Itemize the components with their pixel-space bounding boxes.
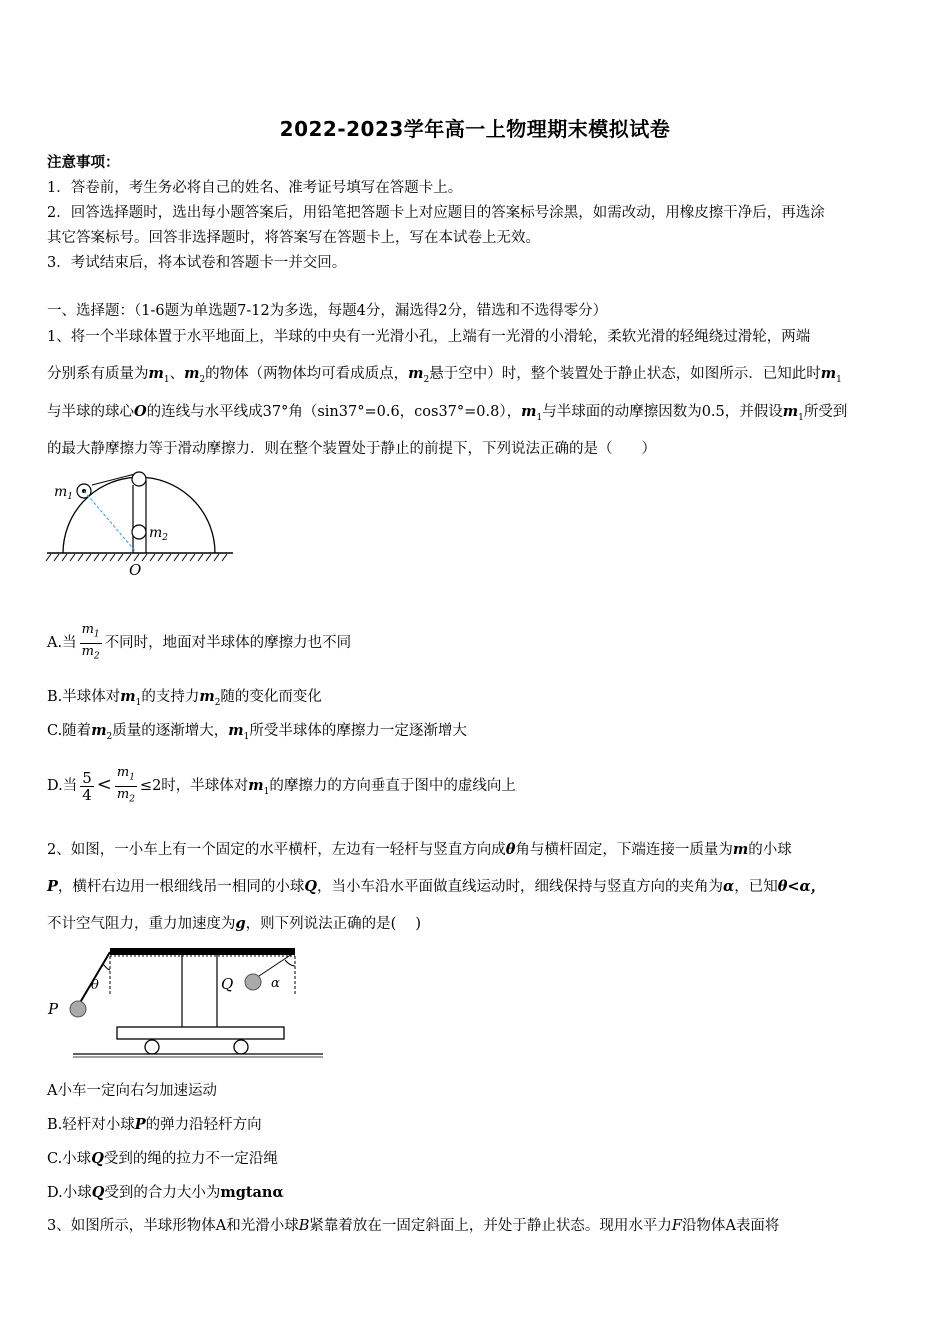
q2-option-d: D.小球Q受到的合力大小为mgtanα bbox=[47, 1184, 284, 1201]
svg-text:m2: $m_2$ bbox=[149, 525, 169, 543]
svg-text:Q: Q bbox=[221, 975, 234, 993]
q1-option-b: B.半球体对$m_1$的支持力$m_2$随的变化而变化 bbox=[47, 688, 322, 708]
q2-figure bbox=[45, 944, 327, 1062]
notice-item: 1．答卷前，考生务必将自己的姓名、准考证号填写在答题卡上。 bbox=[47, 180, 463, 196]
ball-p bbox=[70, 1001, 86, 1017]
q1-stem-line: 分别系有质量为$m_1$、$m_2$的物体（两物体均可看成质点，$m_2$悬于空中）时，整个装置处于静止状态，如图所示．已知此时$m_1$ bbox=[47, 365, 842, 385]
page-title: 2022-2023学年高一上物理期末模拟试卷 bbox=[279, 117, 671, 141]
notice-item: 3．考试结束后，将本试卷和答题卡一并交回。 bbox=[47, 255, 347, 271]
q3-stem-line: 3、如图所示，半球形物体A和光滑小球B紧靠着放在一固定斜面上，并处于静止状态。现用水平力F沿物体A表面将 bbox=[47, 1218, 780, 1234]
svg-text:m1: $m_1$ bbox=[54, 484, 74, 502]
svg-text:θ: θ bbox=[91, 978, 99, 993]
svg-text:P: P bbox=[48, 1000, 59, 1018]
q2-stem-line: 不计空气阻力，重力加速度为g，则下列说法正确的是( ) bbox=[47, 915, 422, 932]
mass-m2 bbox=[132, 525, 146, 539]
q1-option-a: A.当 $\frac{m_1}{m_2}$ 不同时，地面对半球体的摩擦力也不同 bbox=[47, 622, 352, 662]
q2-stem-line: P，横杆右边用一根细线吊一相同的小球Q，当小车沿水平面做直线运动时，细线保持与竖直方向的夹角为α，已知θ<α， bbox=[47, 878, 826, 895]
svg-text:O: O bbox=[129, 561, 142, 579]
q2-stem-line: 2、如图，一小车上有一个固定的水平横杆，左边有一轻杆与竖直方向成θ角与横杆固定，下端连接一质量为m的小球 bbox=[47, 841, 792, 858]
svg-text:α: α bbox=[271, 976, 280, 991]
q1-stem-line: 1、将一个半球体置于水平地面上，半球的中央有一光滑小孔，上端有一光滑的小滑轮，柔软光滑的轻绳绕过滑轮，两端 bbox=[47, 329, 811, 345]
section-heading: 一、选择题：（1-6题为单选题7-12为多选，每题4分，漏选得2分，错选和不选得零分） bbox=[47, 303, 608, 319]
q1-option-c: C.随着$m_2$质量的逐渐增大，$m_1$所受半球体的摩擦力一定逐渐增大 bbox=[47, 722, 467, 742]
q2-option-b: B.轻杆对小球P的弹力沿轻杆方向 bbox=[47, 1116, 262, 1133]
q2-option-c: C.小球Q受到的绳的拉力不一定沿绳 bbox=[47, 1150, 278, 1167]
notice-item: 其它答案标号。回答非选择题时，将答案写在答题卡上，写在本试卷上无效。 bbox=[47, 230, 540, 246]
q1-stem-line: 与半球的球心O的连线与水平线成37°角（sin37°=0.6，cos37°=0.8），$m_1$与半球面的动摩擦因数为0.5，并假设$m_1$所受到 bbox=[47, 403, 848, 423]
notice-heading: 注意事项： bbox=[47, 154, 120, 171]
q1-option-d: D.当 $\frac{5}{4}$ < $\frac{m_1}{m_2}$ ≤2时，半球体对$m_1$的摩擦力的方向垂直于图中的虚线向上 bbox=[47, 765, 516, 805]
q1-figure bbox=[45, 470, 240, 582]
q2-option-a: A小车一定向右匀加速运动 bbox=[47, 1083, 217, 1099]
q1-stem-line: 的最大静摩擦力等于滑动摩擦力．则在整个装置处于静止的前提下，下列说法正确的是（ ） bbox=[47, 441, 656, 457]
notice-item: 2．回答选择题时，选出每小题答案后，用铅笔把答题卡上对应题目的答案标号涂黑，如需改动，用橡皮擦干净后，再选涂 bbox=[47, 205, 825, 221]
ball-q bbox=[245, 974, 261, 990]
